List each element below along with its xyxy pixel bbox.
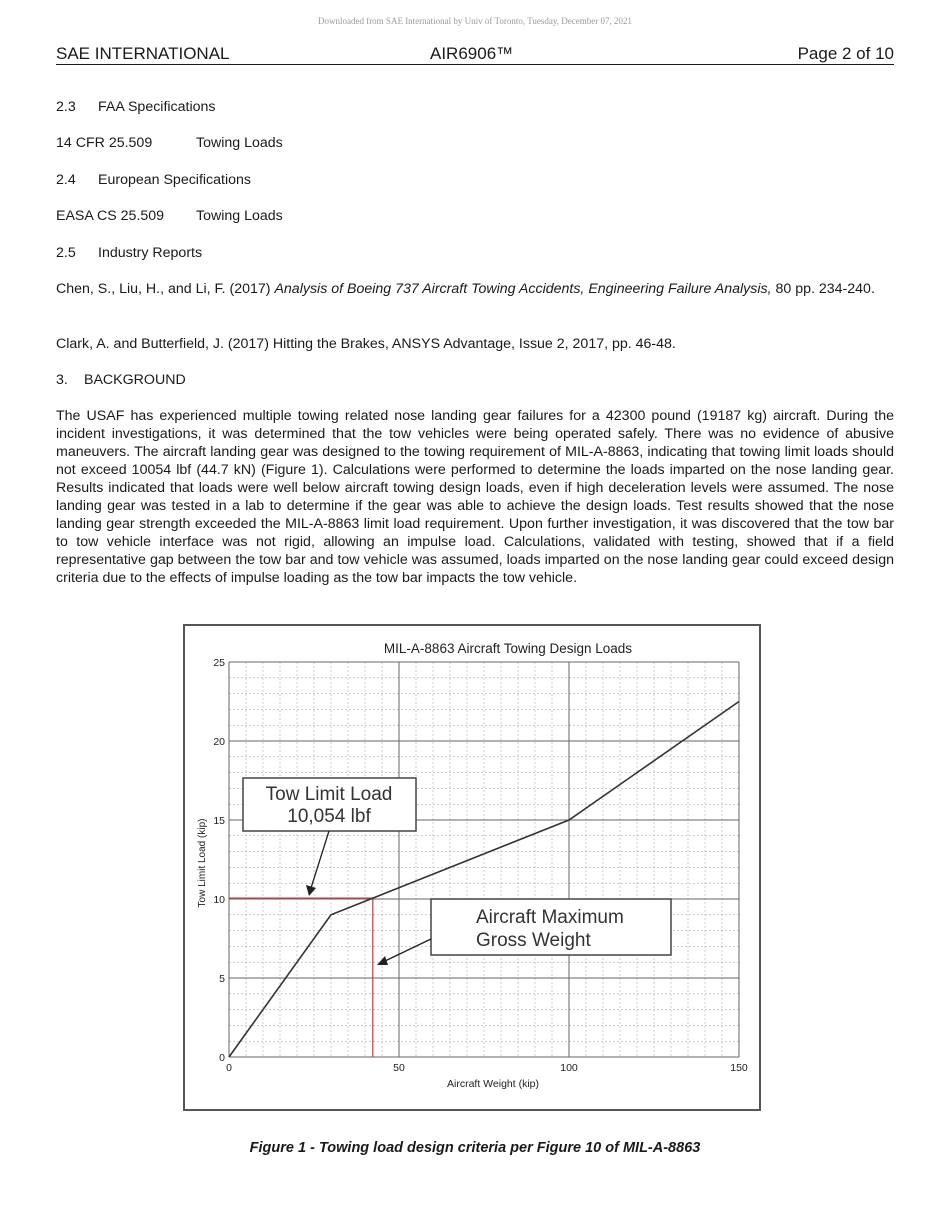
publisher-name: SAE INTERNATIONAL [56,44,230,63]
section-number: 3. [56,372,68,388]
towing-load-chart [185,626,759,1109]
x-tick-label: 150 [730,1062,748,1074]
y-tick-label: 10 [213,894,225,906]
gross-weight-annotation-line2: Gross Weight [476,930,591,951]
section-title: BACKGROUND [84,372,186,388]
y-axis-label: Tow Limit Load (kip) [197,818,208,908]
easa-reference [56,207,894,225]
reference-title: Analysis of Boeing 737 Aircraft Towing Accidents, Engineering Failure Analysis, [274,281,772,297]
figure-1 [183,624,761,1111]
reference-authors: Chen, S., Liu, H., and Li, F. (2017) [56,281,275,297]
x-tick-label: 100 [560,1062,578,1074]
gross-weight-arrow-line [385,939,431,961]
tow-limit-annotation-line1: Tow Limit Load [265,784,393,805]
x-tick-label: 50 [393,1062,405,1074]
tow-limit-annotation-line2: 10,054 lbf [287,806,371,827]
gross-weight-annotation-line1: Aircraft Maximum [476,907,624,928]
reference-chen [56,280,894,298]
section-number: 2.3 [56,99,76,115]
section-title: FAA Specifications [98,99,216,115]
page-header [56,44,894,65]
faa-reference [56,134,894,152]
y-tick-label: 5 [219,973,225,985]
download-note: Downloaded from SAE International by Univ of Toronto, Tuesday, December 07, 2021 [317,16,633,26]
document-id: AIR6906™ [430,44,514,63]
reference-pages: 80 pp. 234-240. [771,281,875,297]
reference-clark: Clark, A. and Butterfield, J. (2017) Hitting the Brakes, ANSYS Advantage, Issue 2, 2017, pp. 46-48. [56,336,676,352]
y-tick-label: 0 [219,1052,225,1064]
reference-code: EASA CS 25.509 [56,208,165,224]
section-2-3-heading [56,98,894,116]
x-tick-label: 0 [226,1062,232,1074]
figure-caption: Figure 1 - Towing load design criteria per Figure 10 of MIL-A-8863 [249,1140,701,1156]
section-number: 2.4 [56,172,76,188]
y-tick-label: 15 [213,815,225,827]
gross-weight-arrowhead [377,956,388,965]
tow-limit-arrowhead [306,885,316,896]
section-2-5-heading [56,244,894,262]
reference-code: 14 CFR 25.509 [56,135,153,151]
chart-title: MIL-A-8863 Aircraft Towing Design Loads [383,641,633,656]
section-title: European Specifications [98,172,252,188]
reference-title: Towing Loads [196,135,283,151]
section-2-4-heading [56,171,894,189]
tow-limit-arrow-line [311,831,329,888]
page-number: Page 2 of 10 [797,44,894,63]
y-tick-label: 25 [213,657,225,669]
section-3-heading [56,371,894,389]
x-axis-label: Aircraft Weight (kip) [447,1078,539,1090]
background-paragraph: The USAF has experienced multiple towing related nose landing gear failures for a 42300 pound (19187 kg) aircraft. During the incident investigations, it was determined that the tow vehicles were being operated safely. There was no evidence of abusive maneuvers. The aircraft landing gear was designed to the towing requirement of MIL-A-8863, indicating that towing limit loads should not exceed 10054 lbf (44.7 kN) (Figure 1). Calculations were performed to determine the loads imparted on the nose landing gear. Results indicated that loads were well below aircraft towing design loads, even if high deceleration levels were assumed. The nose landing gear was tested in a lab to determine if the gear was able to achieve the design loads. Test results showed that the nose landing gear strength exceeded the MIL-A-8863 limit load requirement. Upon further investigation, it was discovered that the tow bar to tow vehicle interface was not rigid, allowing an impulse load. Calculations, validated with testing, showed that if a field representative gap between the tow bar and tow vehicle was assumed, loads imparted on the nose landing gear could exceed design criteria due to the effects of impulse loading as the tow bar impacts the tow vehicle. [56,408,894,586]
y-tick-label: 20 [213,736,225,748]
reference-title: Towing Loads [196,208,283,224]
section-title: Industry Reports [98,245,203,261]
section-number: 2.5 [56,245,76,261]
